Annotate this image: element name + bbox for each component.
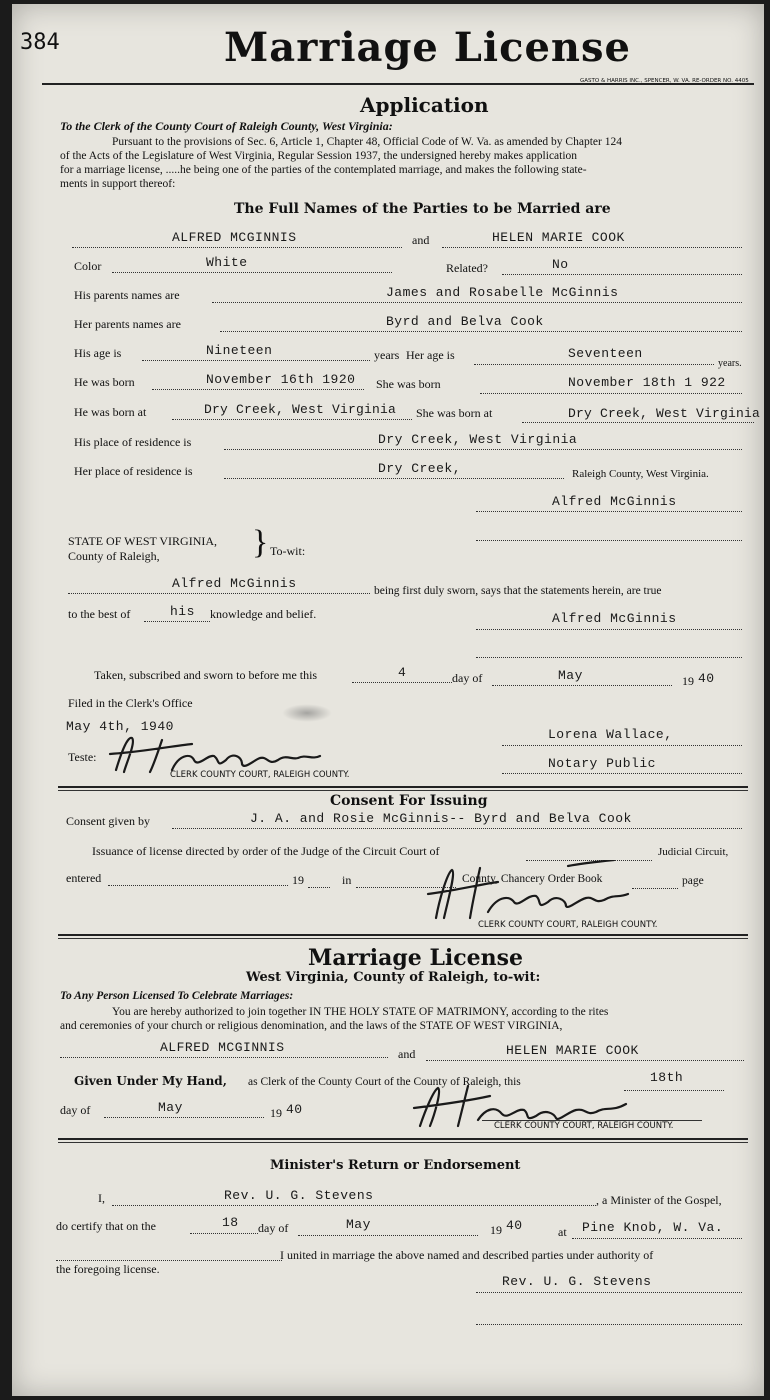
her-residence-suffix: Raleigh County, West Virginia.: [572, 468, 709, 480]
certify-label: do certify that on the: [56, 1219, 156, 1233]
best-of-label: to the best of: [68, 607, 131, 621]
and-label: and: [412, 233, 430, 247]
clerk-caption-1: CLERK COUNTY COURT, RALEIGH COUNTY.: [170, 770, 350, 780]
she-born-at-label: She was born at: [416, 406, 493, 420]
license-subheading: West Virginia, County of Raleigh, to-wit:: [246, 970, 541, 985]
knowledge-label: knowledge and belief.: [210, 607, 317, 621]
authorization-line-1: You are hereby authorized to join together IN THE HOLY STATE OF MATRIMONY, according to the rites: [112, 1006, 609, 1018]
return-day-of: day of: [258, 1221, 289, 1235]
pronoun-value: his: [170, 604, 195, 619]
ink-smudge: [282, 704, 332, 722]
taken-label: Taken, subscribed and sworn to before me this: [94, 668, 318, 682]
her-parents-label: Her parents names are: [74, 317, 181, 331]
license-heading: Marriage License: [308, 945, 524, 971]
minister-signature: Rev. U. G. Stevens: [502, 1274, 652, 1289]
license-year: 40: [286, 1102, 303, 1117]
his-residence-value: Dry Creek, West Virginia: [378, 432, 578, 447]
his-parents-value: James and Rosabelle McGinnis: [386, 285, 619, 300]
page-title: Marriage License: [224, 24, 631, 71]
entered-year-prefix: 19: [292, 873, 304, 887]
color-label: Color: [74, 259, 102, 273]
printer-line: GASTO & HARRIS INC., SPENCER, W. VA. RE-ORDER NO. 4405: [580, 78, 749, 84]
groom-name: ALFRED MCGINNIS: [172, 230, 297, 245]
filed-date: May 4th, 1940: [66, 719, 174, 734]
to-clerk: To the Clerk of the County Court of Raleigh County, West Virginia:: [60, 119, 393, 133]
license-day: 18th: [650, 1070, 684, 1085]
she-born-value: November 18th 1 922: [568, 375, 726, 390]
sworn-day: 4: [398, 665, 407, 680]
clerk-signature-2: [418, 860, 648, 924]
filed-label: Filed in the Clerk's Office: [68, 696, 193, 710]
sworn-month: May: [558, 668, 583, 683]
pursuant-line-3: for a marriage license, .....he being one of the parties of the contemplated marriage, and makes the following state-: [60, 164, 587, 176]
header-rule: [42, 83, 754, 85]
page-label: page: [682, 875, 704, 887]
sworn-year-prefix: 19: [682, 674, 694, 688]
return-year: 40: [506, 1218, 523, 1233]
pursuant-line-1: Pursuant to the provisions of Sec. 6, Article 1, Chapter 48, Official Code of W. Va. as amended by Chapter 124: [112, 136, 622, 148]
license-year-prefix: 19: [270, 1106, 282, 1120]
she-born-at-value: Dry Creek, West Virginia: [568, 406, 761, 421]
her-parents-value: Byrd and Belva Cook: [386, 314, 544, 329]
sworn-year: 40: [698, 671, 715, 686]
his-age-value: Nineteen: [206, 343, 273, 358]
license-groom-name: ALFRED MCGINNIS: [160, 1040, 285, 1055]
related-value: No: [552, 257, 569, 272]
return-year-prefix: 19: [490, 1223, 502, 1237]
license-bride-name: HELEN MARIE COOK: [506, 1043, 639, 1058]
license-day-of: day of: [60, 1103, 91, 1117]
brace: }: [252, 524, 269, 561]
return-heading: Minister's Return or Endorsement: [270, 1158, 521, 1173]
sworn-text: being first duly sworn, says that the statements herein, are true: [374, 585, 662, 597]
united-text: I united in marriage the above named and described parties under authority of: [280, 1248, 654, 1262]
order-book: County, Chancery Order Book: [462, 873, 603, 885]
marriage-place: Pine Knob, W. Va.: [582, 1220, 724, 1235]
to-any-person: To Any Person Licensed To Celebrate Marriages:: [60, 990, 294, 1002]
he-born-at-label: He was born at: [74, 405, 147, 419]
pursuant-line-2: of the Acts of the Legislature of West Virginia, Regular Session 1937, the undersigned hereby makes application: [60, 150, 578, 162]
authorization-line-2: and ceremonies of your church or religious denomination, and the laws of the STATE OF WEST VIRGINIA,: [60, 1020, 563, 1032]
application-heading: Application: [360, 93, 489, 117]
years-label: years: [374, 348, 400, 362]
foregoing-label: the foregoing license.: [56, 1262, 160, 1276]
her-age-label: Her age is: [406, 348, 455, 362]
related-label: Related?: [446, 261, 488, 275]
clerk-caption-2: CLERK COUNTY COURT, RALEIGH COUNTY.: [478, 920, 658, 930]
he-born-label: He was born: [74, 375, 135, 389]
given-rest: as Clerk of the County Court of the County of Raleigh, this: [248, 1076, 521, 1088]
state-label: STATE OF WEST VIRGINIA,: [68, 534, 218, 548]
affiant-name: Alfred McGinnis: [172, 576, 297, 591]
license-and: and: [398, 1047, 416, 1061]
return-day: 18: [222, 1215, 239, 1230]
sworn-day-of: day of: [452, 671, 483, 685]
consent-heading: Consent For Issuing: [330, 793, 488, 809]
full-names-heading: The Full Names of the Parties to be Married are: [234, 201, 611, 217]
her-residence-label: Her place of residence is: [74, 464, 193, 478]
years-label-2: years.: [718, 358, 742, 369]
her-residence-value: Dry Creek,: [378, 461, 462, 476]
bride-name: HELEN MARIE COOK: [492, 230, 625, 245]
his-age-label: His age is: [74, 346, 122, 360]
his-residence-label: His place of residence is: [74, 435, 192, 449]
applicant-signature: Alfred McGinnis: [552, 494, 677, 509]
teste-label: Teste:: [68, 750, 97, 764]
color-value: White: [206, 255, 248, 270]
return-month: May: [346, 1217, 371, 1232]
issuance-text: Issuance of license directed by order of the Judge of the Circuit Court of: [92, 844, 440, 858]
minister-suffix: , a Minister of the Gospel,: [596, 1193, 722, 1207]
page-number: 384: [20, 30, 60, 55]
at-label: at: [558, 1225, 567, 1239]
notary-name: Lorena Wallace,: [548, 727, 673, 742]
given-under-hand: Given Under My Hand,: [74, 1074, 227, 1088]
consent-label: Consent given by: [66, 814, 150, 828]
his-parents-label: His parents names are: [74, 288, 180, 302]
clerk-caption-3: CLERK COUNTY COURT, RALEIGH COUNTY.: [494, 1121, 674, 1131]
affiant-signature: Alfred McGinnis: [552, 611, 677, 626]
document-page: [12, 4, 764, 1396]
consent-value: J. A. and Rosie McGinnis-- Byrd and Belva Cook: [250, 811, 632, 826]
notary-title: Notary Public: [548, 756, 656, 771]
license-month: May: [158, 1100, 183, 1115]
entered-label: entered: [66, 871, 102, 885]
minister-name: Rev. U. G. Stevens: [224, 1188, 374, 1203]
he-born-value: November 16th 1920: [206, 372, 356, 387]
pursuant-line-4: ments in support thereof:: [60, 178, 176, 190]
judicial-circuit: Judicial Circuit,: [658, 846, 729, 858]
in-label: in: [342, 873, 352, 887]
he-born-at-value: Dry Creek, West Virginia: [204, 402, 397, 417]
to-wit-label: To-wit:: [270, 544, 306, 558]
county-label: County of Raleigh,: [68, 549, 160, 563]
she-born-label: She was born: [376, 377, 441, 391]
her-age-value: Seventeen: [568, 346, 643, 361]
i-label: I,: [98, 1191, 105, 1205]
